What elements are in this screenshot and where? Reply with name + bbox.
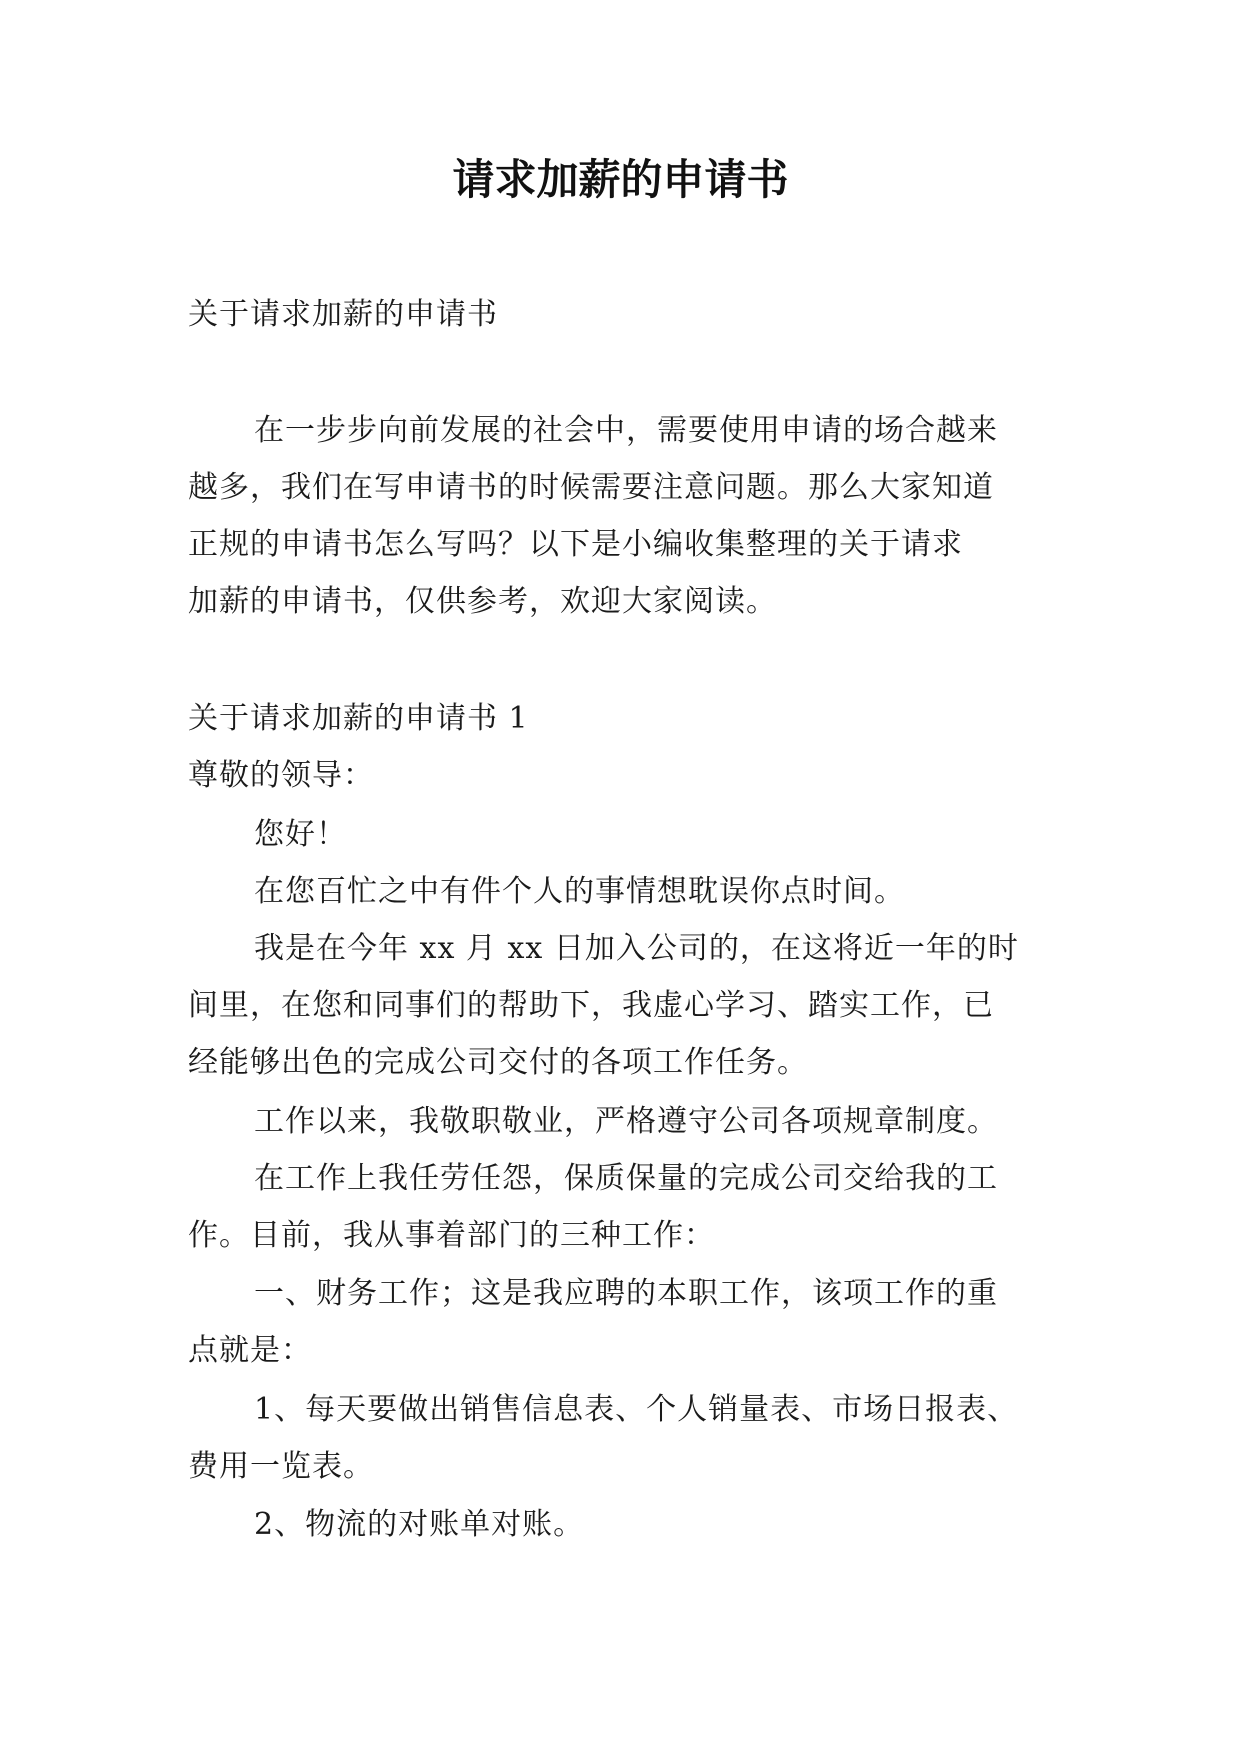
text-line: 2、物流的对账单对账。 <box>254 1507 585 1542</box>
paragraph-3 <box>188 1093 1068 1150</box>
text-line: 在您百忙之中有件个人的事情想耽误你点时间。 <box>254 874 905 909</box>
text-line: 点就是： <box>188 1333 312 1368</box>
text-line: 作。目前，我从事着部门的三种工作： <box>188 1218 715 1253</box>
text-line: 一、财务工作；这是我应聘的本职工作，该项工作的重 <box>254 1276 998 1311</box>
text-line: 您好！ <box>254 817 347 852</box>
text-line: 在工作上我任劳任怨，保质保量的完成公司交给我的工 <box>254 1161 998 1196</box>
document-title: 请求加薪的申请书 <box>452 155 789 204</box>
text-line: 经能够出色的完成公司交付的各项工作任务。 <box>188 1045 808 1080</box>
section-heading <box>188 690 1068 804</box>
text-line: 间里，在您和同事们的帮助下，我虚心学习、踏实工作，已 <box>188 988 994 1023</box>
subtitle <box>188 286 1068 343</box>
text-line: 工作以来，我敬职敬业，严格遵守公司各项规章制度。 <box>254 1104 998 1139</box>
text-line: 正规的申请书怎么写吗？以下是小编收集整理的关于请求 <box>188 527 963 562</box>
text-line: 费用一览表。 <box>188 1449 374 1484</box>
text-line: 关于请求加薪的申请书 1 <box>188 701 529 736</box>
paragraph-5 <box>188 1265 1068 1379</box>
paragraph-2 <box>188 920 1068 1091</box>
paragraph-1 <box>188 863 1068 920</box>
text-line: 加薪的申请书，仅供参考，欢迎大家阅读。 <box>188 584 777 619</box>
paragraph-7 <box>188 1496 1068 1553</box>
text-line: 1、每天要做出销售信息表、个人销量表、市场日报表、 <box>254 1392 1019 1427</box>
paragraph-6 <box>188 1381 1068 1495</box>
text-line: 在一步步向前发展的社会中，需要使用申请的场合越来 <box>254 413 998 448</box>
intro-paragraph <box>188 402 1068 630</box>
text-line: 越多，我们在写申请书的时候需要注意问题。那么大家知道 <box>188 470 994 505</box>
greeting <box>188 806 1068 863</box>
text-line: 关于请求加薪的申请书 <box>188 297 498 332</box>
text-line: 我是在今年 xx 月 xx 日加入公司的，在这将近一年的时 <box>254 931 1019 966</box>
text-line: 尊敬的领导： <box>188 758 374 793</box>
paragraph-4 <box>188 1150 1068 1264</box>
